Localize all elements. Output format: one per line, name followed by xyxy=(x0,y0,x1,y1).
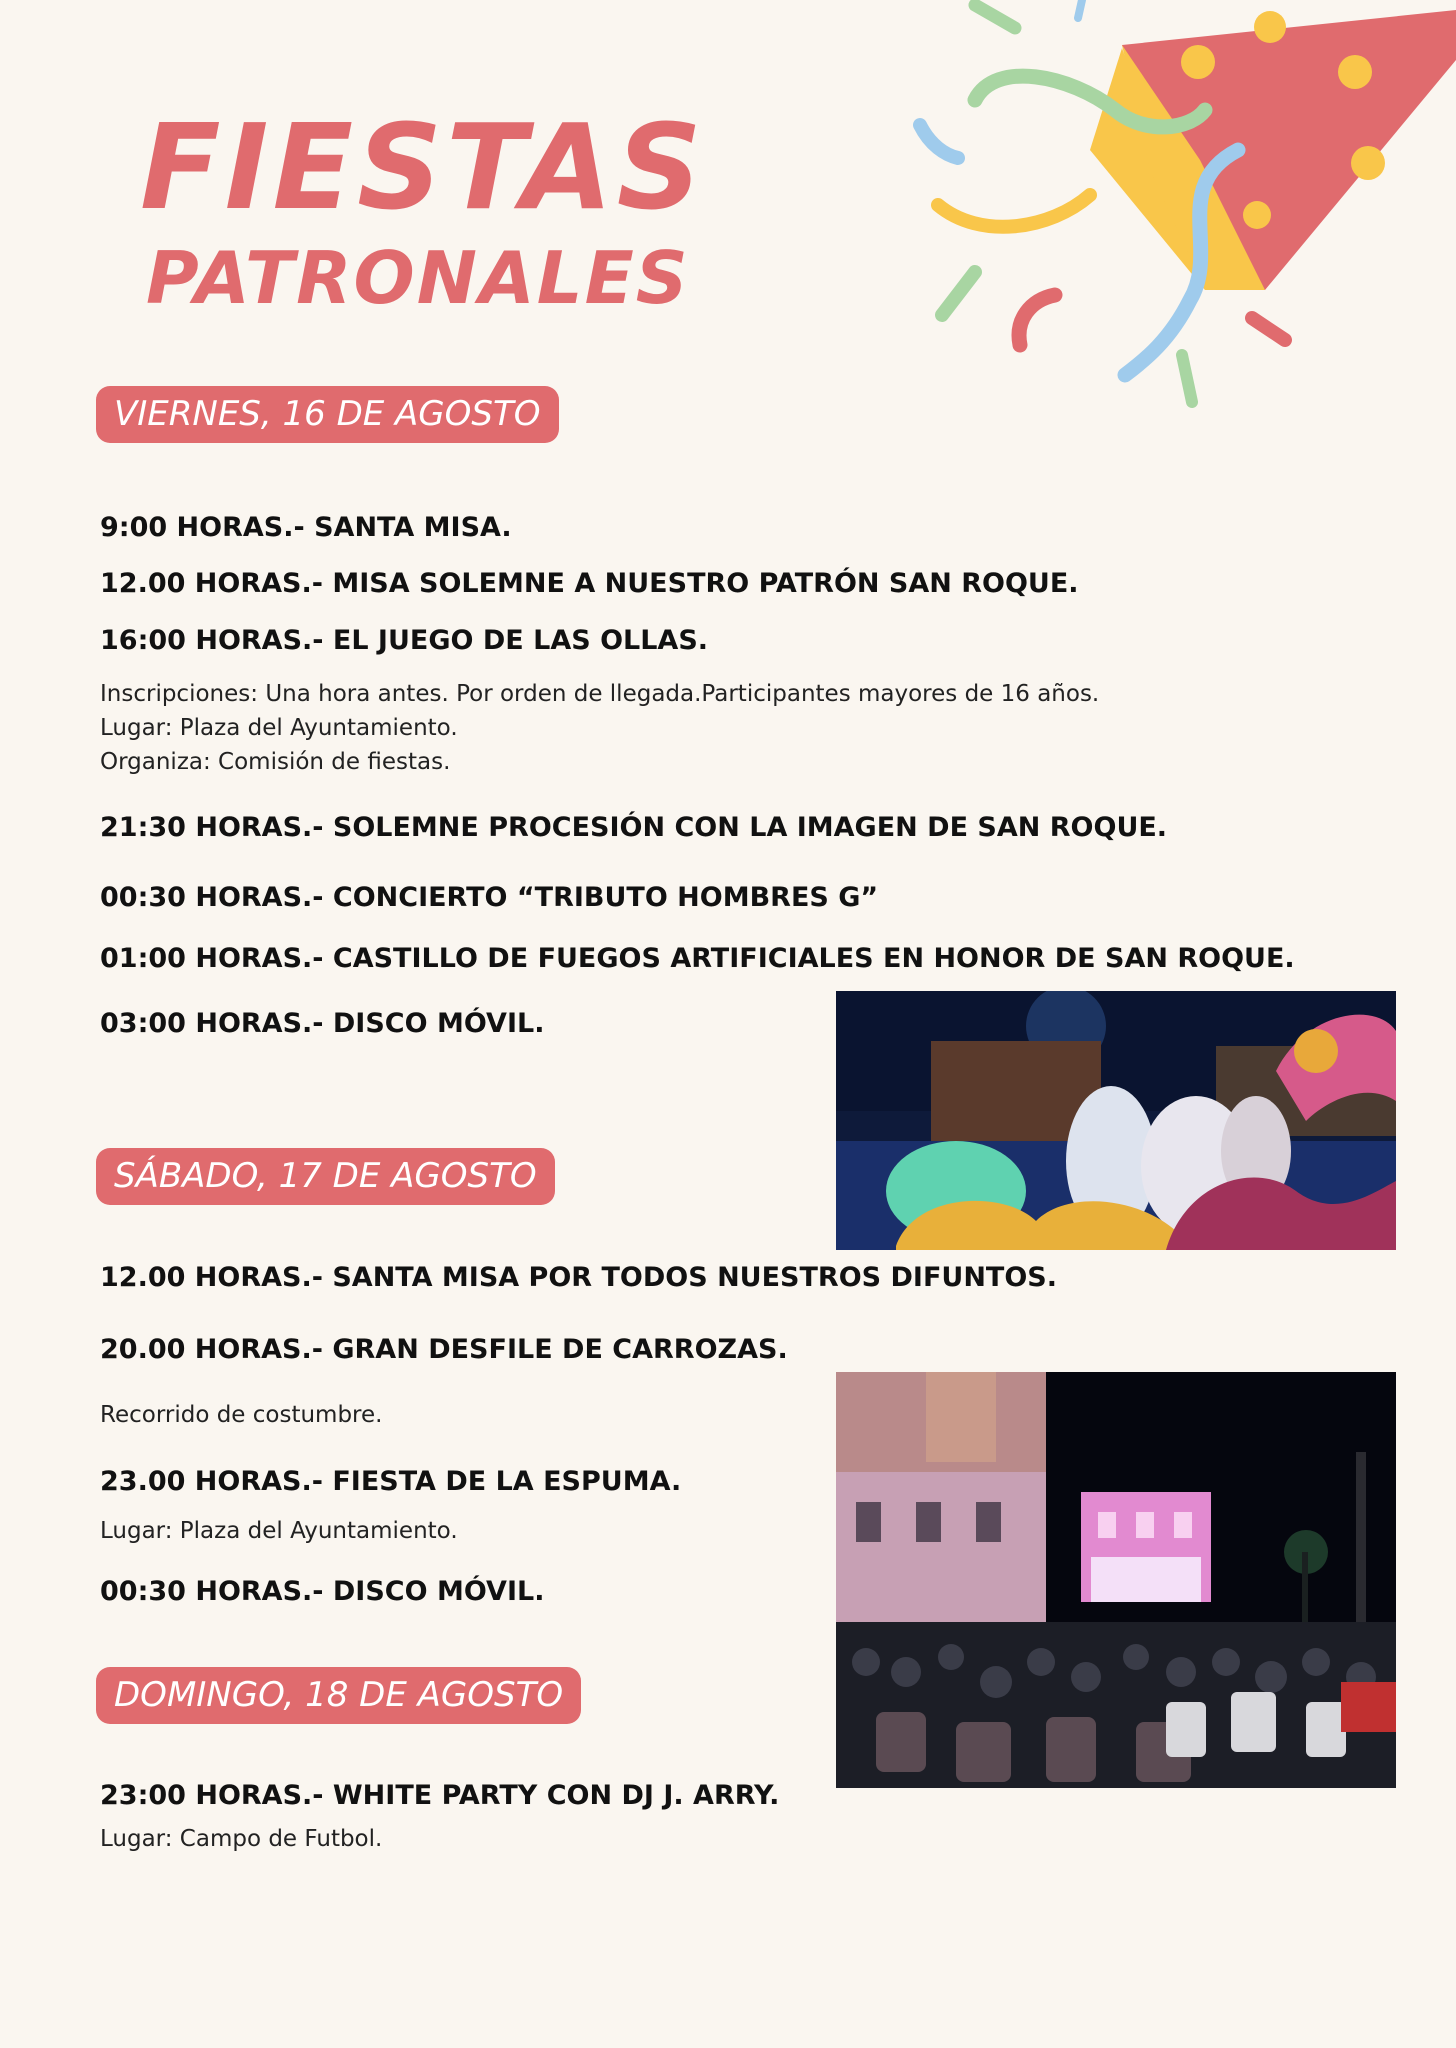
event-sabado-3: 23.00 HORAS.- FIESTA DE LA ESPUMA. xyxy=(100,1466,682,1497)
event-viernes-5: 00:30 HORAS.- CONCIERTO “TRIBUTO HOMBRES G” xyxy=(100,882,879,913)
confetti-red-2 xyxy=(1252,318,1285,340)
day-badge-sabado: SÁBADO, 17 DE AGOSTO xyxy=(96,1148,555,1205)
event-viernes-6: 01:00 HORAS.- CASTILLO DE FUEGOS ARTIFICIALES EN HONOR DE SAN ROQUE. xyxy=(100,943,1295,974)
popper-dot-1 xyxy=(1181,45,1215,79)
confetti-green-3 xyxy=(1182,355,1192,402)
streamer-yellow xyxy=(938,195,1090,227)
confetti-red-1 xyxy=(1019,295,1055,345)
event-sabado-2: 20.00 HORAS.- GRAN DESFILE DE CARROZAS. xyxy=(100,1334,788,1365)
title-patronales: PATRONALES xyxy=(146,236,690,320)
popper-dot-3 xyxy=(1338,55,1372,89)
event-domingo-1: 23:00 HORAS.- WHITE PARTY CON DJ J. ARRY. xyxy=(100,1780,780,1811)
event-sabado-1: 12.00 HORAS.- SANTA MISA POR TODOS NUESTROS DIFUNTOS. xyxy=(100,1262,1057,1293)
event-sabado-4: 00:30 HORAS.- DISCO MÓVIL. xyxy=(100,1576,545,1607)
event-viernes-2: 12.00 HORAS.- MISA SOLEMNE A NUESTRO PATRÓN SAN ROQUE. xyxy=(100,568,1079,599)
streamer-blue-small xyxy=(920,125,958,158)
event-viernes-4: 21:30 HORAS.- SOLEMNE PROCESIÓN CON LA IMAGEN DE SAN ROQUE. xyxy=(100,812,1168,843)
event-detail-lugar-espuma: Lugar: Plaza del Ayuntamiento. xyxy=(100,1518,458,1544)
popper-dot-5 xyxy=(1243,201,1271,229)
event-viernes-1: 9:00 HORAS.- SANTA MISA. xyxy=(100,512,512,543)
photo-plaza-noche xyxy=(836,1372,1396,1788)
confetti-green-1 xyxy=(975,5,1015,28)
event-viernes-3: 16:00 HORAS.- EL JUEGO DE LAS OLLAS. xyxy=(100,625,709,656)
confetti-blue-1 xyxy=(1078,0,1082,18)
confetti-green-2 xyxy=(942,272,975,315)
popper-dot-2 xyxy=(1254,11,1286,43)
title-fiestas: FIESTAS xyxy=(140,98,706,236)
event-detail-campo: Lugar: Campo de Futbol. xyxy=(100,1826,383,1852)
event-viernes-7: 03:00 HORAS.- DISCO MÓVIL. xyxy=(100,1008,545,1039)
day-badge-domingo: DOMINGO, 18 DE AGOSTO xyxy=(96,1667,581,1724)
party-popper-illustration xyxy=(900,0,1456,420)
popper-dot-4 xyxy=(1351,146,1385,180)
day-badge-viernes: VIERNES, 16 DE AGOSTO xyxy=(96,386,559,443)
event-detail-organiza: Organiza: Comisión de fiestas. xyxy=(100,749,451,775)
event-detail-lugar: Lugar: Plaza del Ayuntamiento. xyxy=(100,715,458,741)
photo-carroza xyxy=(836,991,1396,1250)
event-detail-inscripciones: Inscripciones: Una hora antes. Por orden de llegada.Participantes mayores de 16 años. xyxy=(100,681,1100,707)
event-detail-recorrido: Recorrido de costumbre. xyxy=(100,1402,383,1428)
